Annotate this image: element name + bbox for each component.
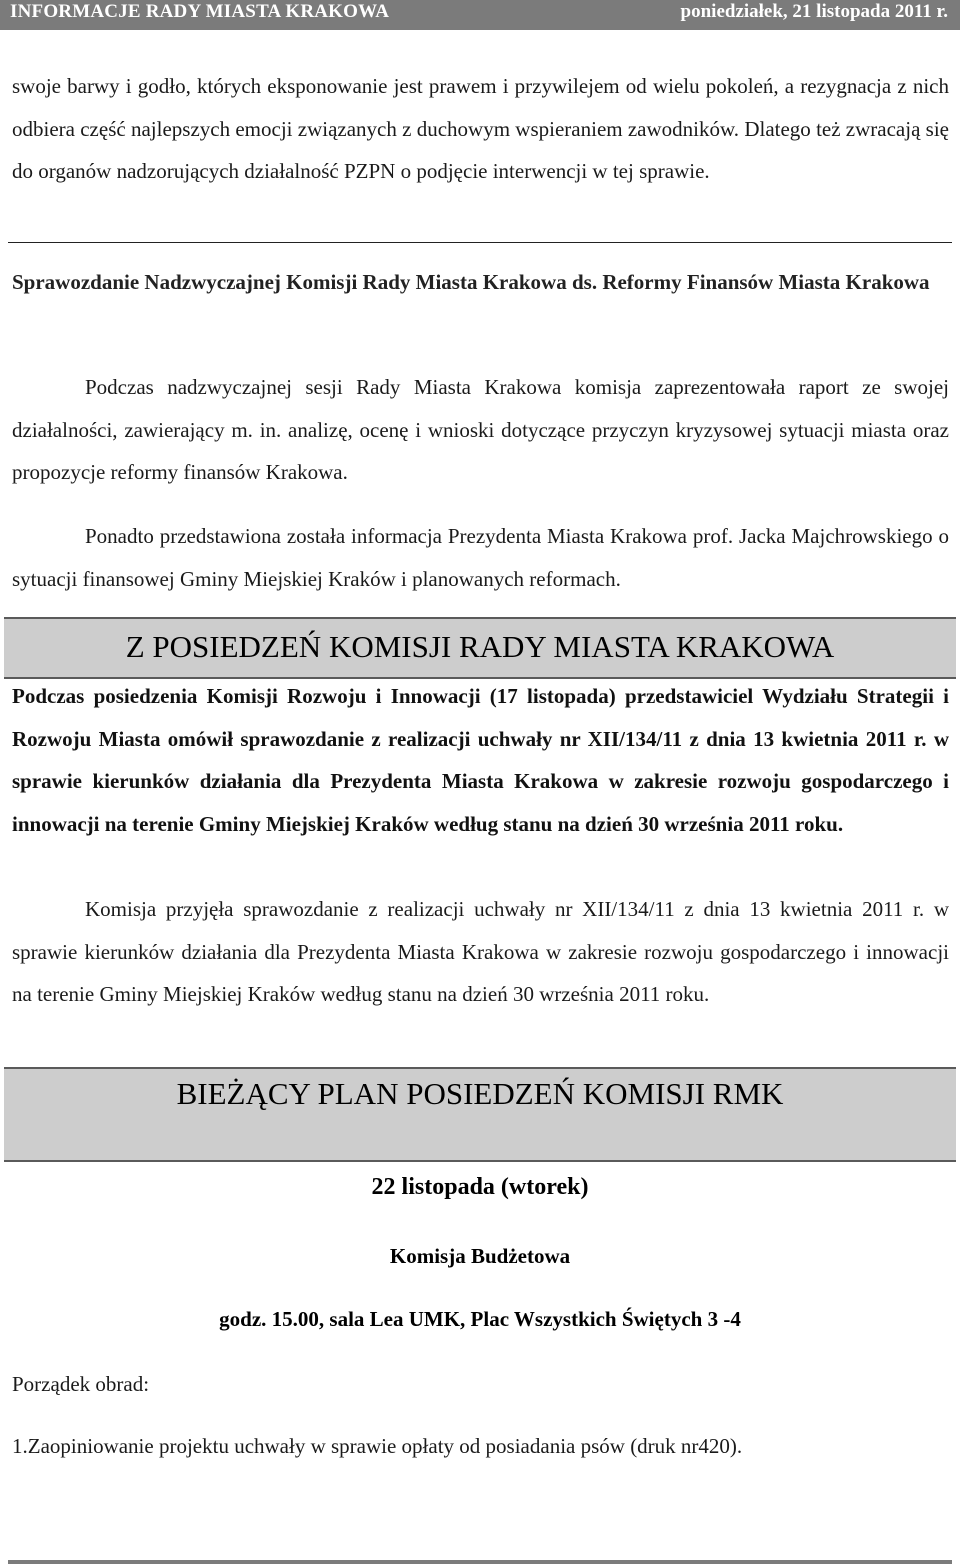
committees-bold-paragraph: Podczas posiedzenia Komisji Rozwoju i Innowacji (17 listopada) przedstawiciel Wydziału Strategii i Rozwoju Miasta omówił sprawozdanie z realizacji uchwały nr XII/134/11 z dnia 13 kwietnia 2011 r. w sprawie kierunków działania dla Prezydenta Miasta Krakowa w zakresie rozwoju gospodarczego i innowacji na terenie Gminy Miejskiej Kraków według stanu na dzień 30 września 2011 roku. <box>12 684 949 836</box>
plan-date: 22 listopada (wtorek) <box>371 1174 589 1200</box>
section-divider <box>8 242 952 243</box>
report-heading: Sprawozdanie Nadzwyczajnej Komisji Rady Miasta Krakowa ds. Reformy Finansów Miasta Krakowa <box>12 270 930 294</box>
report-paragraph-1: Podczas nadzwyczajnej sesji Rady Miasta Krakowa komisja zaprezentowała raport ze swojej działalności, zawierający m. in. analizę, ocenę i wnioski dotyczące przyczyn kryzysowej sytuacji miasta oraz propozycje reformy finansów Krakowa. <box>12 375 949 484</box>
committees-banner-title: Z POSIEDZEŃ KOMISJI RADY MIASTA KRAKOWA <box>125 629 835 664</box>
plan-banner <box>4 1067 956 1162</box>
header-date: poniedziałek, 21 listopada 2011 r. <box>680 1 948 22</box>
plan-banner-title: BIEŻĄCY PLAN POSIEDZEŃ KOMISJI RMK <box>176 1076 784 1111</box>
committees-paragraph: Komisja przyjęła sprawozdanie z realizacji uchwały nr XII/134/11 z dnia 13 kwietnia 2011 r. w sprawie kierunków działania dla Prezydenta Miasta Krakowa w zakresie rozwoju gospodarczego i innowacji na terenie Gminy Miejskiej Kraków według stanu na dzień 30 września 2011 roku. <box>12 897 949 1006</box>
plan-time-place: godz. 15.00, sala Lea UMK, Plac Wszystkich Świętych 3 -4 <box>219 1307 741 1331</box>
agenda-label: Porządek obrad: <box>12 1372 150 1396</box>
plan-committee: Komisja Budżetowa <box>389 1244 571 1268</box>
header-title: INFORMACJE RADY MIASTA KRAKOWA <box>10 1 390 22</box>
footer-divider <box>8 1560 952 1564</box>
report-paragraph-2: Ponadto przedstawiona została informacja Prezydenta Miasta Krakowa prof. Jacka Majchrowskiego o sytuacji finansowej Gminy Miejskiej Kraków i planowanych reformach. <box>12 524 949 591</box>
committees-banner <box>4 617 956 679</box>
page-header <box>0 0 960 30</box>
agenda-item: 1.Zaopiniowanie projektu uchwały w sprawie opłaty od posiadania psów (druk nr420). <box>12 1434 743 1458</box>
intro-paragraph: swoje barwy i godło, których eksponowanie jest prawem i przywilejem od wielu pokoleń, a rezygnacja z nich odbiera część najlepszych emocji związanych z duchowym wspieraniem zawodników. Dlatego też zwracają się do organów nadzorujących działalność PZPN o podjęcie interwencji w tej sprawie. <box>12 74 949 183</box>
